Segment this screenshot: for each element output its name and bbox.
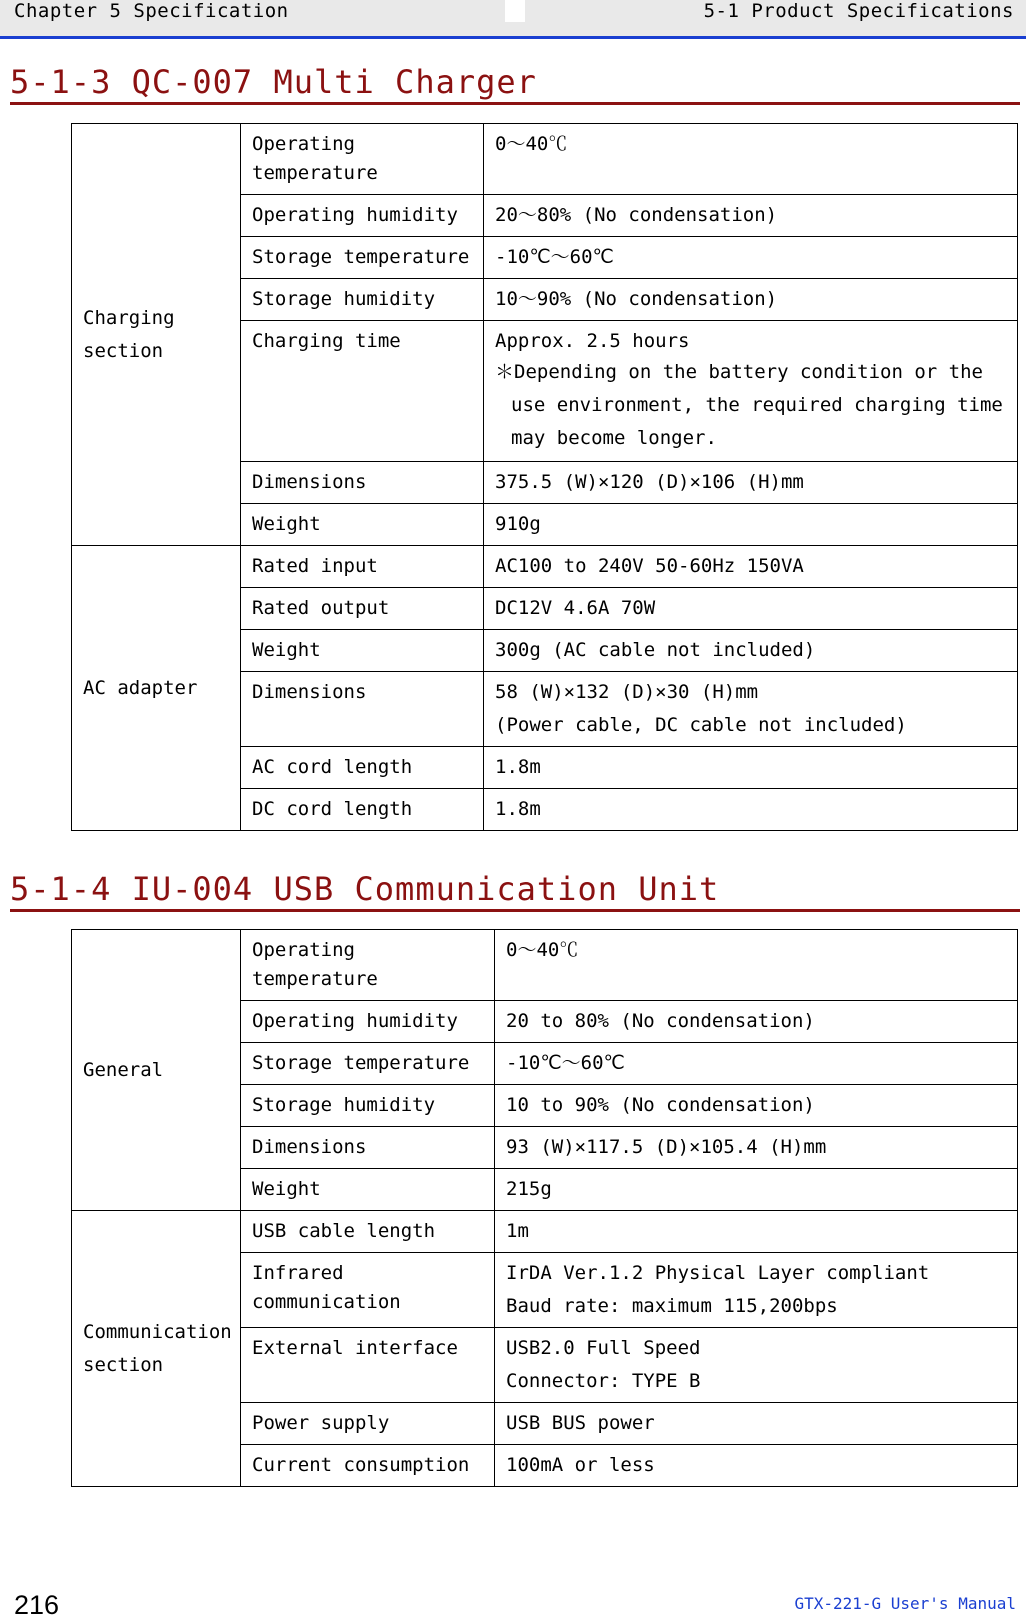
spec-row	[72, 546, 1018, 588]
usb-spec-table	[71, 929, 1018, 1487]
spec-item: Weight	[241, 1169, 495, 1211]
spec-value	[484, 504, 1018, 546]
spec-value	[495, 1127, 1018, 1169]
group-label: Communication section	[72, 1211, 241, 1487]
spec-value-line: USB BUS power	[506, 1412, 655, 1434]
spec-item: External interface	[241, 1328, 495, 1403]
spec-value-line: -10℃～60℃	[506, 1052, 625, 1074]
spec-value	[495, 1211, 1018, 1253]
spec-row	[72, 1211, 1018, 1253]
section-label: 5-1 Product Specifications	[703, 0, 1014, 22]
spec-value	[495, 1043, 1018, 1085]
header-divider	[505, 0, 525, 22]
spec-item: Storage humidity	[241, 1085, 495, 1127]
spec-item: AC cord length	[241, 747, 484, 789]
spec-item: Rated output	[241, 588, 484, 630]
spec-item: Rated input	[241, 546, 484, 588]
spec-note: ＊Depending on the battery condition or the use environment, the required charging time may become longer.	[495, 361, 1003, 449]
spec-item: Power supply	[241, 1403, 495, 1445]
spec-value	[484, 789, 1018, 831]
spec-value	[484, 546, 1018, 588]
charger-spec-table	[71, 123, 1018, 831]
spec-value	[484, 672, 1018, 747]
spec-value-line: 10 to 90% (No condensation)	[506, 1094, 815, 1116]
spec-item: Charging time	[241, 321, 484, 462]
charger-section-title: 5-1-3 QC-007 Multi Charger	[10, 62, 1020, 105]
spec-row	[72, 930, 1018, 1001]
spec-item: Operating humidity	[241, 1001, 495, 1043]
page-header	[0, 0, 1026, 39]
group-label: Charging section	[72, 124, 241, 546]
group-label: AC adapter	[72, 546, 241, 831]
spec-value-line: 20～80% (No condensation)	[495, 204, 778, 226]
spec-item: Operating humidity	[241, 195, 484, 237]
spec-value	[495, 1328, 1018, 1403]
spec-item: Dimensions	[241, 462, 484, 504]
spec-value-line: Approx. 2.5 hours	[495, 330, 690, 352]
spec-value-line: DC12V 4.6A 70W	[495, 597, 656, 619]
spec-item: Operating temperature	[241, 930, 495, 1001]
spec-item: Dimensions	[241, 1127, 495, 1169]
spec-value	[495, 1001, 1018, 1043]
spec-item: Storage temperature	[241, 1043, 495, 1085]
spec-value	[484, 630, 1018, 672]
spec-value	[484, 195, 1018, 237]
spec-value-line: 93 (W)×117.5 (D)×105.4 (H)mm	[506, 1136, 827, 1158]
spec-value-line: 20 to 80% (No condensation)	[506, 1010, 815, 1032]
spec-item: Current consumption	[241, 1445, 495, 1487]
group-label: General	[72, 930, 241, 1211]
spec-value	[495, 1445, 1018, 1487]
spec-value-line: 1.8m	[495, 756, 541, 778]
spec-value	[484, 747, 1018, 789]
spec-value	[484, 588, 1018, 630]
spec-value-line: 0～40℃	[506, 939, 579, 961]
spec-value	[495, 1169, 1018, 1211]
spec-value-line: 300g (AC cable not included)	[495, 639, 816, 661]
spec-value	[495, 930, 1018, 1001]
manual-title: GTX-221-G User's Manual	[794, 1594, 1016, 1613]
spec-value	[484, 124, 1018, 195]
usb-section-title: 5-1-4 IU-004 USB Communication Unit	[10, 869, 1020, 912]
spec-value-line: 0～40℃	[495, 133, 568, 155]
spec-value-line: -10℃～60℃	[495, 246, 614, 268]
page-number: 216	[14, 1590, 60, 1620]
spec-item: DC cord length	[241, 789, 484, 831]
spec-value-line: (Power cable, DC cable not included)	[495, 714, 907, 736]
spec-value-line: Baud rate: maximum 115,200bps	[506, 1295, 838, 1317]
spec-value-line: 1.8m	[495, 798, 541, 820]
spec-value-line: 375.5 (W)×120 (D)×106 (H)mm	[495, 471, 804, 493]
spec-value-line: IrDA Ver.1.2 Physical Layer compliant	[506, 1262, 930, 1284]
spec-value-line: Connector: TYPE B	[506, 1370, 701, 1392]
spec-value-line: 215g	[506, 1178, 552, 1200]
spec-value	[484, 321, 1018, 462]
spec-value-line: 100mA or less	[506, 1454, 655, 1476]
spec-row	[72, 124, 1018, 195]
spec-value-line: 910g	[495, 513, 541, 535]
spec-value-line: USB2.0 Full Speed	[506, 1337, 701, 1359]
spec-value	[484, 462, 1018, 504]
spec-value	[495, 1253, 1018, 1328]
spec-item: Weight	[241, 630, 484, 672]
spec-item: Storage humidity	[241, 279, 484, 321]
spec-item: Weight	[241, 504, 484, 546]
spec-value-line: AC100 to 240V 50-60Hz 150VA	[495, 555, 804, 577]
spec-value-line: 1m	[506, 1220, 529, 1242]
spec-item: Operating temperature	[241, 124, 484, 195]
spec-value	[484, 279, 1018, 321]
chapter-label: Chapter 5 Specification	[14, 0, 289, 22]
spec-value	[495, 1403, 1018, 1445]
spec-item: USB cable length	[241, 1211, 495, 1253]
spec-value-line: 58 (W)×132 (D)×30 (H)mm	[495, 681, 759, 703]
spec-value-line: 10～90% (No condensation)	[495, 288, 778, 310]
spec-item: Infrared communication	[241, 1253, 495, 1328]
spec-item: Storage temperature	[241, 237, 484, 279]
spec-value	[495, 1085, 1018, 1127]
spec-item: Dimensions	[241, 672, 484, 747]
spec-value	[484, 237, 1018, 279]
